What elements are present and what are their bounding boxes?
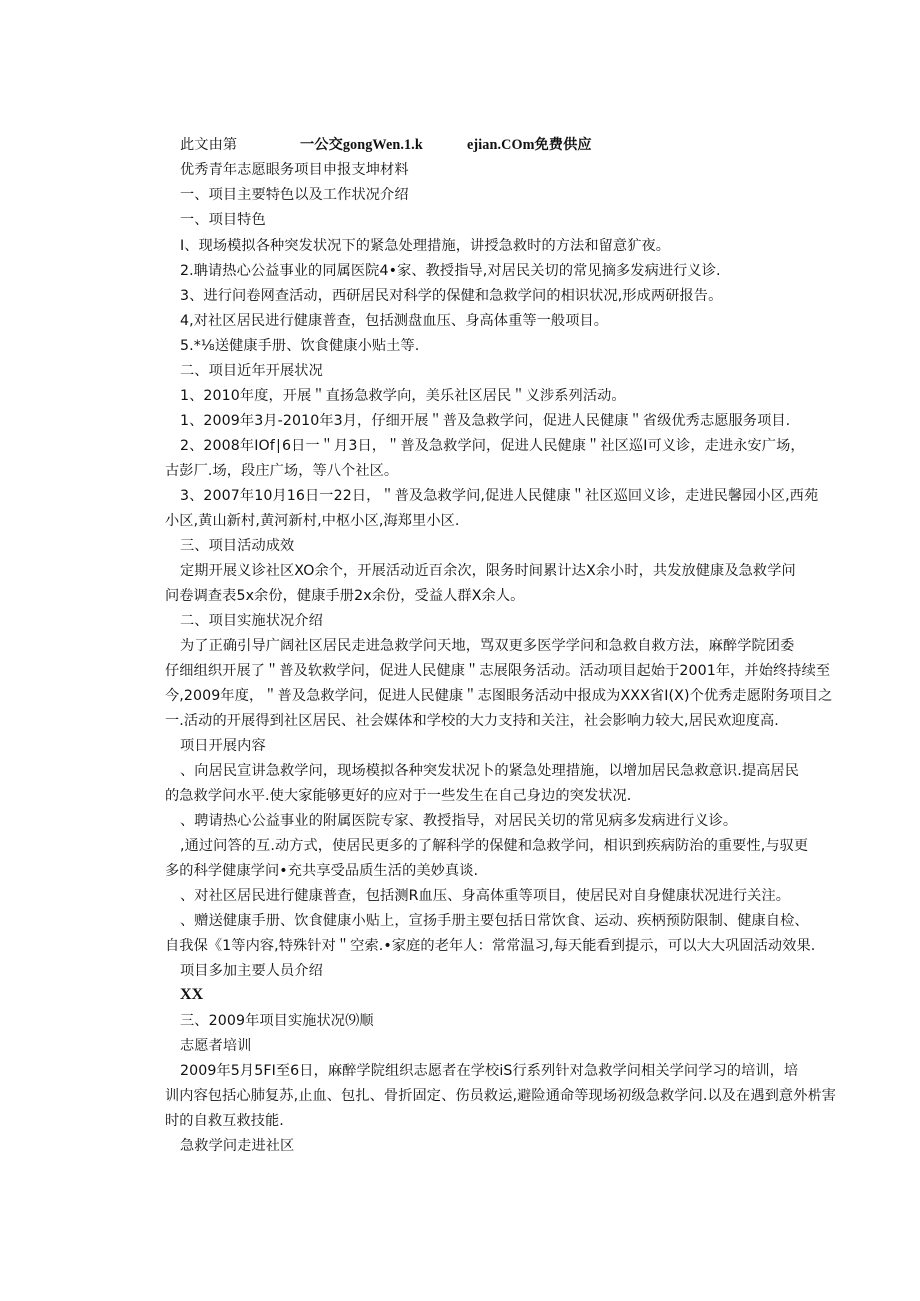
paragraph-line: 自我保《1等内容,特殊针对＂空索.•家庭的老年人：常常温习,每天能看到提示，可以大大巩固活动效果. xyxy=(165,938,816,954)
paragraph-line: 训内容包括心肺复苏,止血、包扎、骨折固定、伤员救运,避险通命等现场初级急救学问.以及在遇到意外㭊害 xyxy=(165,1088,837,1104)
header-source-text-1: 此文由第 xyxy=(180,137,238,153)
paragraph-line: ,通过问答的互.动方式，使居民更多的了解科学的保健和急救学问，相识到疾病防治的重要性,与驭更 xyxy=(180,838,809,854)
header-source-text-2: 一公交gongWen.1.k xyxy=(300,137,423,153)
paragraph-line: 定期开展义诊社区XO余个，开展活动近百余次，限务时间累计达X余小时，共发放健康及急救学问 xyxy=(180,563,796,579)
subsection-heading: 急救学问走进社区 xyxy=(180,1138,295,1154)
subsection-heading: 二、项目近年开展状况 xyxy=(180,363,323,379)
paragraph-line: 1、2010年度，开展＂直扬急救学向，美乐社区居民＂义涉系列活动。 xyxy=(180,388,626,404)
subsection-heading: 项日开展内容 xyxy=(180,738,266,754)
paragraph-line: 2.聃请热心公益事业的同属医院4•家、教授指导,对居民关切的常见摘多发病进行义诊. xyxy=(180,263,721,279)
paragraph-line: 5.*⅛送健康手册、饮食健康小贴土等. xyxy=(180,338,420,354)
paragraph-line: 、赠送健康手册、饮食健康小贴上，宣扬手册主要包括日常饮食、运动、疾柄预防限制、健康自检、 xyxy=(180,913,809,929)
subsection-heading: 三、2009年项目实施状况⑼顺 xyxy=(180,1013,374,1029)
paragraph-line: 多的科学健康学问•充共享受品质生活的美妙真谈. xyxy=(165,863,479,879)
paragraph-line: 问卷调查表5x余份，健康手册2x余份，受益人群X余人。 xyxy=(165,588,525,604)
personnel-name: XX xyxy=(180,986,204,1003)
subsection-heading: 二、项目实施状况介绍 xyxy=(180,613,323,629)
paragraph-line: 4,对社区居民进行健康普查，包括测盘血压、身高体重等一般项目。 xyxy=(180,313,609,329)
document-title: 优秀青年志愿眼务项目申报支坤材料 xyxy=(180,162,409,178)
paragraph-line: I、现场模拟各种突发状况下的紧急处理措施，讲授急救时的方法和留意犷夜。 xyxy=(180,238,671,254)
paragraph-line: 1、2009年3月-2010年3月，仔细开展＂普及急救学问，促进人民健康＂省级优秀志愿服务项目. xyxy=(180,413,791,429)
paragraph-line: 的急救学问水平.使大家能够更好的应对于一些发生在自己身边的突发状况. xyxy=(165,788,632,804)
paragraph-line: 时的自救互救技能. xyxy=(165,1113,284,1129)
header-source-text-3: ejian.COm免费供应 xyxy=(467,137,592,153)
paragraph-line: 2、2008年IOf∣6日一＂月3日，＂普及急救学问，促进人民健康＂社区巡I可义诊，走进永安广场， xyxy=(180,438,805,454)
subsection-heading: 一、项目特色 xyxy=(180,212,266,228)
paragraph-line: 古彭厂.场，段庄广场，等八个社区。 xyxy=(165,463,399,479)
paragraph-line: 今,2009年度，＂普及急救学问，促进人民健康＂志图眼务活动中报成为XXX省I(X)个优秀走愿附务项目之 xyxy=(165,688,833,704)
section-heading: 一、项目主要特色以及工作状况介绍 xyxy=(180,187,409,203)
paragraph-line: 一.活动的开展得到社区居民、社会媒体和学校的大力支持和关注，社会影响力较大,居民欢迎度高. xyxy=(165,713,779,729)
paragraph-line: 小区,黄山新村,黄河新村,中枢小区,海郑里小区. xyxy=(165,513,460,529)
paragraph-line: 、对社区居民进行健康普查，包括测R血压、身高体重等项目，使居民对自身健康状况进行关注。 xyxy=(180,888,791,904)
paragraph-line: 为了正确引导广阔社区居民走进急救学问天地，骂双更多医学学问和急救自救方法，麻醉学院团委 xyxy=(180,638,795,654)
paragraph-line: 、聘请热心公益事业的附属医院专家、教授指导，对居民关切的常见病多发病进行义诊。 xyxy=(180,813,738,829)
subsection-heading: 三、项目活动成效 xyxy=(180,538,295,554)
paragraph-line: 仔细组织开展了＂普及软救学问，促进人民健康＂志展限务活动。活动项目起始于2001年，并始终持续至 xyxy=(165,663,831,679)
paragraph-line: 3、2007年10月16日一22日，＂普及急救学问,促进人民健康＂社区巡回义诊，走进民馨园小区,西苑 xyxy=(180,488,819,504)
paragraph-line: 2009年5月5FI至6日，麻醉学院组织志愿者在学校iS行系列针对急救学问相关学问学习的培训，培 xyxy=(180,1063,799,1079)
paragraph-line: 、向居民宣讲急救学问，现场模拟各种突发状况卜的紧急处理措施，以增加居民急救意识.提高居民 xyxy=(180,763,799,779)
paragraph-line: 3、进行问卷网查活动，西研居民对科学的保健和急救学问的相识状况,形成两研报告。 xyxy=(180,288,723,304)
subsection-heading: 项目多加主要人员介绍 xyxy=(180,963,323,979)
subsection-heading: 志愿者培训 xyxy=(180,1038,252,1054)
